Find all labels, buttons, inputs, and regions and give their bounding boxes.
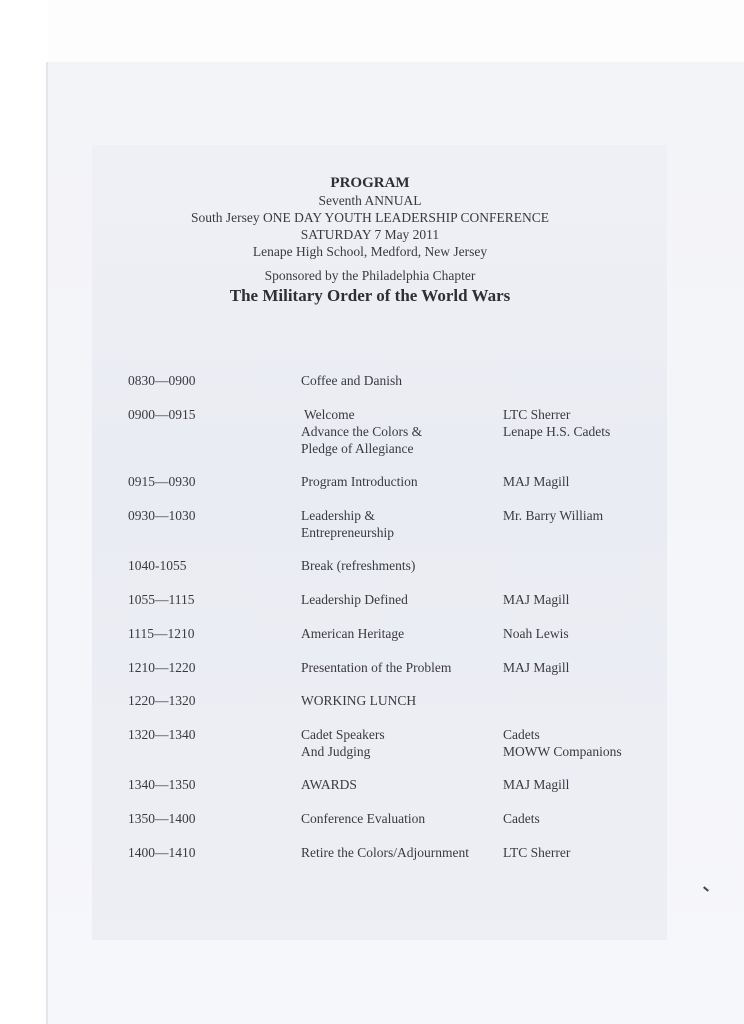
agenda-event-line: Leadership &	[301, 508, 375, 523]
conference-location: Lenape High School, Medford, New Jersey	[252, 244, 488, 259]
scanner-margin	[0, 0, 48, 1024]
agenda-event	[301, 659, 451, 676]
agenda-time: 1115—1210	[128, 626, 195, 641]
agenda-time: 0900—0915	[128, 407, 196, 422]
agenda-event-line: Conference Evaluation	[301, 811, 426, 826]
agenda-speaker-line: Cadets	[503, 727, 540, 742]
conference-name: South Jersey ONE DAY YOUTH LEADERSHIP CONFERENCE	[190, 210, 549, 225]
program-header	[150, 175, 590, 306]
agenda-speaker	[503, 726, 622, 760]
agenda-time: 1210—1220	[128, 660, 196, 675]
agenda-event-line: Leadership Defined	[301, 592, 408, 607]
agenda-event	[301, 372, 402, 389]
agenda-event	[301, 726, 385, 760]
agenda-speaker-line: Cadets	[503, 811, 540, 826]
agenda-event	[301, 692, 416, 709]
organization-name: The Military Order of the World Wars	[229, 286, 511, 305]
agenda-event	[301, 776, 357, 793]
agenda-time: 1400—1410	[128, 845, 196, 860]
agenda-event	[301, 844, 469, 861]
agenda-event-line: Advance the Colors &	[301, 424, 423, 439]
agenda-event-line: And Judging	[301, 744, 371, 759]
agenda-event-line: AWARDS	[301, 777, 357, 792]
agenda-speaker-line: MAJ Magill	[503, 474, 570, 489]
agenda-event-line: Presentation of the Problem	[301, 660, 452, 675]
agenda-time: 1320—1340	[128, 727, 196, 742]
agenda-event-line: Pledge of Allegiance	[301, 441, 414, 456]
conference-date: SATURDAY 7 May 2011	[300, 227, 440, 242]
agenda-time: 1220—1320	[128, 693, 196, 708]
agenda-event	[301, 473, 418, 490]
agenda-event-line: Welcome	[304, 407, 355, 422]
agenda-speaker	[503, 625, 569, 642]
agenda-speaker	[503, 810, 540, 827]
agenda-speaker	[503, 844, 570, 861]
agenda-speaker-line: MAJ Magill	[503, 777, 570, 792]
agenda-event-line: American Heritage	[301, 626, 405, 641]
agenda-speaker-line: MAJ Magill	[503, 660, 570, 675]
edition-line: Seventh ANNUAL	[318, 193, 422, 208]
agenda-speaker	[503, 591, 569, 608]
agenda-time: 0830—0900	[128, 373, 196, 388]
agenda-event-line: Entrepreneurship	[301, 525, 394, 540]
sponsor-line: Sponsored by the Philadelphia Chapter	[264, 268, 476, 283]
agenda-time: 1055—1115	[128, 592, 195, 607]
agenda-speaker-line: LTC Sherrer	[503, 845, 571, 860]
agenda-event	[301, 406, 422, 457]
agenda-speaker-line: LTC Sherrer	[503, 407, 571, 422]
agenda-event-line: WORKING LUNCH	[301, 693, 417, 708]
agenda-speaker	[503, 473, 569, 490]
agenda-event	[301, 591, 408, 608]
agenda-speaker-line: MOWW Companions	[503, 744, 622, 759]
agenda-speaker	[503, 406, 610, 440]
agenda-time: 0930—1030	[128, 508, 196, 523]
agenda-time: 1040-1055	[128, 558, 187, 573]
agenda-event	[301, 810, 425, 827]
page-title: PROGRAM	[330, 175, 410, 191]
agenda-speaker	[503, 659, 569, 676]
agenda-event-line: Cadet Speakers	[301, 727, 385, 742]
agenda-speaker-line: Lenape H.S. Cadets	[503, 424, 611, 439]
agenda-time: 0915—0930	[128, 474, 196, 489]
agenda-speaker-line: Noah Lewis	[503, 626, 569, 641]
agenda-speaker	[503, 776, 569, 793]
agenda-time: 1350—1400	[128, 811, 196, 826]
agenda-event-line: Break (refreshments)	[301, 558, 416, 573]
agenda-event	[301, 625, 404, 642]
agenda-event	[301, 507, 394, 541]
agenda-speaker-line: Mr. Barry William	[503, 508, 604, 523]
agenda-event	[301, 557, 415, 574]
agenda-speaker	[503, 507, 603, 524]
agenda-time: 1340—1350	[128, 777, 196, 792]
agenda-event-line: Program Introduction	[301, 474, 418, 489]
agenda-speaker-line: MAJ Magill	[503, 592, 570, 607]
agenda-event-line: Coffee and Danish	[301, 373, 402, 388]
agenda-event-line: Retire the Colors/Adjournment	[301, 845, 469, 860]
